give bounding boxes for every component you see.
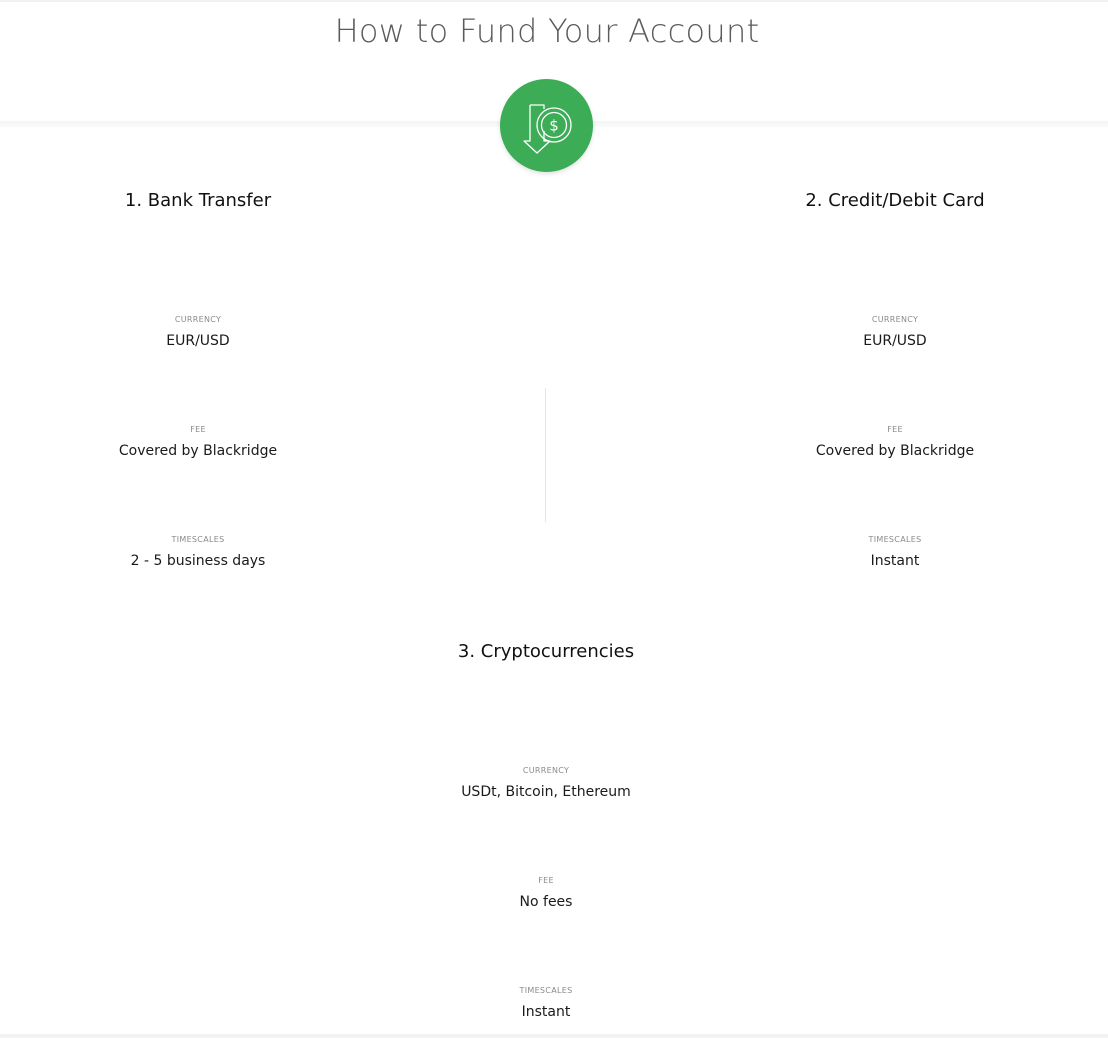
fee-label: FEE (887, 425, 903, 434)
fee-label: FEE (190, 425, 206, 434)
timescales-value: Instant (521, 1004, 571, 1020)
fee-value: Covered by Blackridge (118, 443, 278, 459)
fund-account-icon (500, 79, 593, 172)
currency-value: EUR/USD (863, 333, 927, 349)
timescales-value: Instant (870, 553, 920, 569)
column-divider (545, 388, 546, 522)
currency-value: USDt, Bitcoin, Ethereum (461, 784, 631, 800)
method-title-bank-transfer: 1. Bank Transfer (124, 190, 272, 211)
currency-value: EUR/USD (166, 333, 230, 349)
bottom-divider (0, 1034, 1108, 1038)
currency-label: CURRENCY (174, 315, 222, 324)
timescales-label: TIMESCALES (519, 986, 573, 995)
timescales-label: TIMESCALES (868, 535, 922, 544)
method-title-cryptocurrencies: 3. Cryptocurrencies (457, 641, 635, 662)
currency-label: CURRENCY (522, 766, 570, 775)
method-title-credit-debit-card: 2. Credit/Debit Card (805, 190, 985, 211)
fee-value: Covered by Blackridge (815, 443, 975, 459)
svg-text:$: $ (549, 116, 559, 135)
top-divider (0, 0, 1108, 2)
currency-label: CURRENCY (871, 315, 919, 324)
page-title: How to Fund Your Account (334, 12, 760, 50)
timescales-value: 2 - 5 business days (130, 553, 266, 569)
fee-value: No fees (519, 894, 573, 910)
fee-label: FEE (538, 876, 554, 885)
timescales-label: TIMESCALES (171, 535, 225, 544)
